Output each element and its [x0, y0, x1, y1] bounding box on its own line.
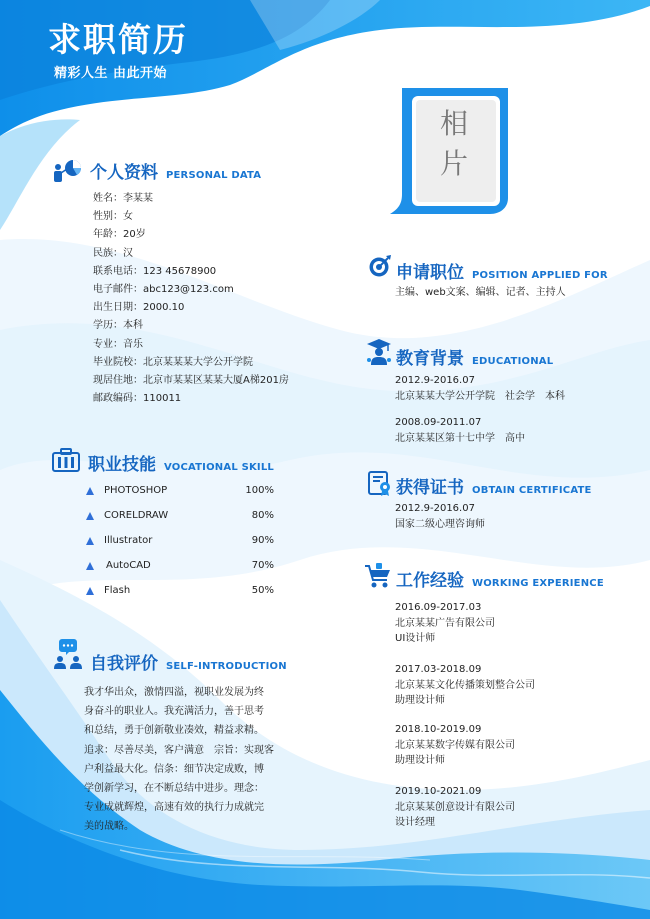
skill-row — [86, 507, 286, 532]
self-intro-line: 学创新学习，在不断总结中进步。理念： — [84, 783, 264, 795]
info-row: 年龄：20岁 — [93, 229, 146, 241]
entry-company: 北京某某数字传媒有限公司 — [395, 739, 515, 751]
presenter-chart-icon — [52, 156, 84, 184]
entry-role: 助理设计师 — [395, 695, 445, 706]
info-row: 出生日期：2000.10 — [93, 302, 185, 314]
info-row: 毕业院校：北京某某某大学公开学院 — [93, 356, 253, 368]
section-title-cn: 教育背景 — [396, 349, 464, 369]
section-title-en: PERSONAL DATA — [166, 170, 262, 181]
graduate-icon — [366, 338, 392, 366]
skill-percent: 100% — [245, 485, 274, 496]
entry-company: 北京某某创意设计有限公司 — [395, 801, 515, 813]
entry-detail: 国家二级心理咨询师 — [395, 518, 485, 530]
entry-detail: 北京某某大学公开学院 社会学 本科 — [395, 390, 565, 402]
work-entry — [395, 600, 495, 647]
entry-role: 助理设计师 — [395, 755, 445, 766]
info-row: 学历：本科 — [93, 320, 143, 332]
section-title-en: VOCATIONAL SKILL — [164, 462, 274, 473]
section-title-cn: 获得证书 — [396, 478, 464, 498]
info-row: 姓名：李某某 — [93, 193, 153, 204]
personal-info-list — [93, 190, 289, 408]
target-icon — [368, 254, 392, 278]
people-chat-icon — [54, 638, 82, 670]
briefcase-icon — [52, 448, 80, 472]
photo-placeholder — [440, 104, 468, 184]
info-row: 现居住地：北京市某某区某某大厦A梯201房 — [93, 374, 289, 386]
skill-percent: 80% — [251, 510, 274, 521]
section-position-header — [396, 258, 608, 283]
skill-percent: 90% — [251, 535, 274, 546]
certificate-icon — [368, 471, 392, 497]
skill-list — [86, 482, 286, 607]
entry-period: 2012.9-2016.07 — [395, 375, 475, 386]
section-certificate-header — [396, 473, 592, 498]
triangle-bullet-icon — [86, 537, 94, 545]
section-self-header — [90, 649, 287, 674]
section-title-cn: 自我评价 — [90, 654, 158, 674]
entry-period: 2018.10-2019.09 — [395, 724, 482, 735]
self-intro-line: 身奋斗的职业人。我充满活力，善于思考 — [84, 706, 264, 718]
photo-char-2: 片 — [440, 147, 469, 180]
info-row: 性别：女 — [93, 211, 133, 223]
position-text: 主编、web文案、编辑、记者、主持人 — [395, 287, 566, 298]
triangle-bullet-icon — [86, 487, 94, 495]
entry-period: 2019.10-2021.09 — [395, 786, 482, 797]
section-work-header — [396, 566, 604, 591]
photo-char-1: 相 — [440, 107, 469, 140]
info-row: 邮政编码：110011 — [93, 393, 182, 405]
skill-name: PHOTOSHOP — [104, 485, 168, 496]
entry-role: 设计经理 — [395, 817, 435, 828]
work-entry — [395, 722, 515, 769]
info-row: 专业：音乐 — [93, 338, 143, 350]
skill-row — [86, 582, 286, 607]
self-intro-line: 户利益最大化。信条：细节决定成败，博 — [84, 763, 264, 775]
certificate-entry — [395, 501, 485, 532]
entry-detail: 北京某某区第十七中学 高中 — [395, 432, 525, 444]
info-row: 电子邮件：abc123@123.com — [93, 283, 234, 295]
section-title-cn: 工作经验 — [396, 571, 464, 591]
skill-percent: 70% — [251, 560, 274, 571]
resume-title: 求职简历 — [48, 20, 188, 59]
triangle-bullet-icon — [86, 587, 94, 595]
info-row: 联系电话：123 45678900 — [93, 265, 217, 277]
section-title-en: SELF-INTRODUCTION — [166, 661, 287, 672]
self-intro-line: 美的战略。 — [84, 821, 134, 833]
self-intro-line: 我才华出众，激情四溢，视职业发展为终 — [84, 687, 264, 698]
entry-period: 2017.03-2018.09 — [395, 664, 482, 675]
section-title-en: WORKING EXPERIENCE — [472, 578, 604, 589]
skill-name: CORELDRAW — [104, 510, 169, 521]
skill-row — [86, 557, 286, 582]
self-intro-line: 专业成就辉煌，高速有效的执行力成就完 — [84, 802, 264, 814]
cart-icon — [364, 562, 392, 590]
self-intro-text — [84, 683, 294, 837]
section-personal-header — [90, 158, 261, 183]
section-title-en: POSITION APPLIED FOR — [472, 270, 608, 281]
education-entry — [395, 373, 565, 404]
skill-percent: 50% — [251, 585, 274, 596]
skill-row — [86, 482, 286, 507]
info-row: 民族：汉 — [93, 247, 133, 259]
section-title-cn: 个人资料 — [90, 163, 158, 183]
self-intro-line: 追求：尽善尽美，客户满意 宗旨：实现客 — [84, 744, 274, 756]
skill-name: Flash — [104, 585, 131, 596]
section-title-en: OBTAIN CERTIFICATE — [472, 485, 592, 496]
skill-name: AutoCAD — [106, 560, 151, 571]
triangle-bullet-icon — [86, 512, 94, 520]
entry-period: 2012.9-2016.07 — [395, 503, 475, 514]
entry-period: 2008.09-2011.07 — [395, 417, 482, 428]
section-title-en: EDUCATIONAL — [472, 356, 554, 367]
entry-company: 北京某某广告有限公司 — [395, 617, 495, 629]
entry-period: 2016.09-2017.03 — [395, 602, 482, 613]
entry-role: UI设计师 — [395, 633, 436, 644]
education-entry — [395, 415, 525, 446]
work-entry — [395, 662, 535, 709]
section-skill-header — [88, 450, 274, 475]
triangle-bullet-icon — [86, 562, 94, 570]
work-entry — [395, 784, 515, 831]
section-title-cn: 申请职位 — [396, 263, 464, 283]
resume-subtitle: 精彩人生 由此开始 — [54, 66, 168, 81]
section-education-header — [396, 344, 553, 369]
section-title-cn: 职业技能 — [88, 455, 156, 475]
skill-name: Illustrator — [104, 535, 153, 546]
skill-row — [86, 532, 286, 557]
self-intro-line: 和总结，勇于创新敬业凑效，精益求精。 — [84, 725, 264, 737]
entry-company: 北京某某文化传播策划整合公司 — [395, 679, 535, 691]
